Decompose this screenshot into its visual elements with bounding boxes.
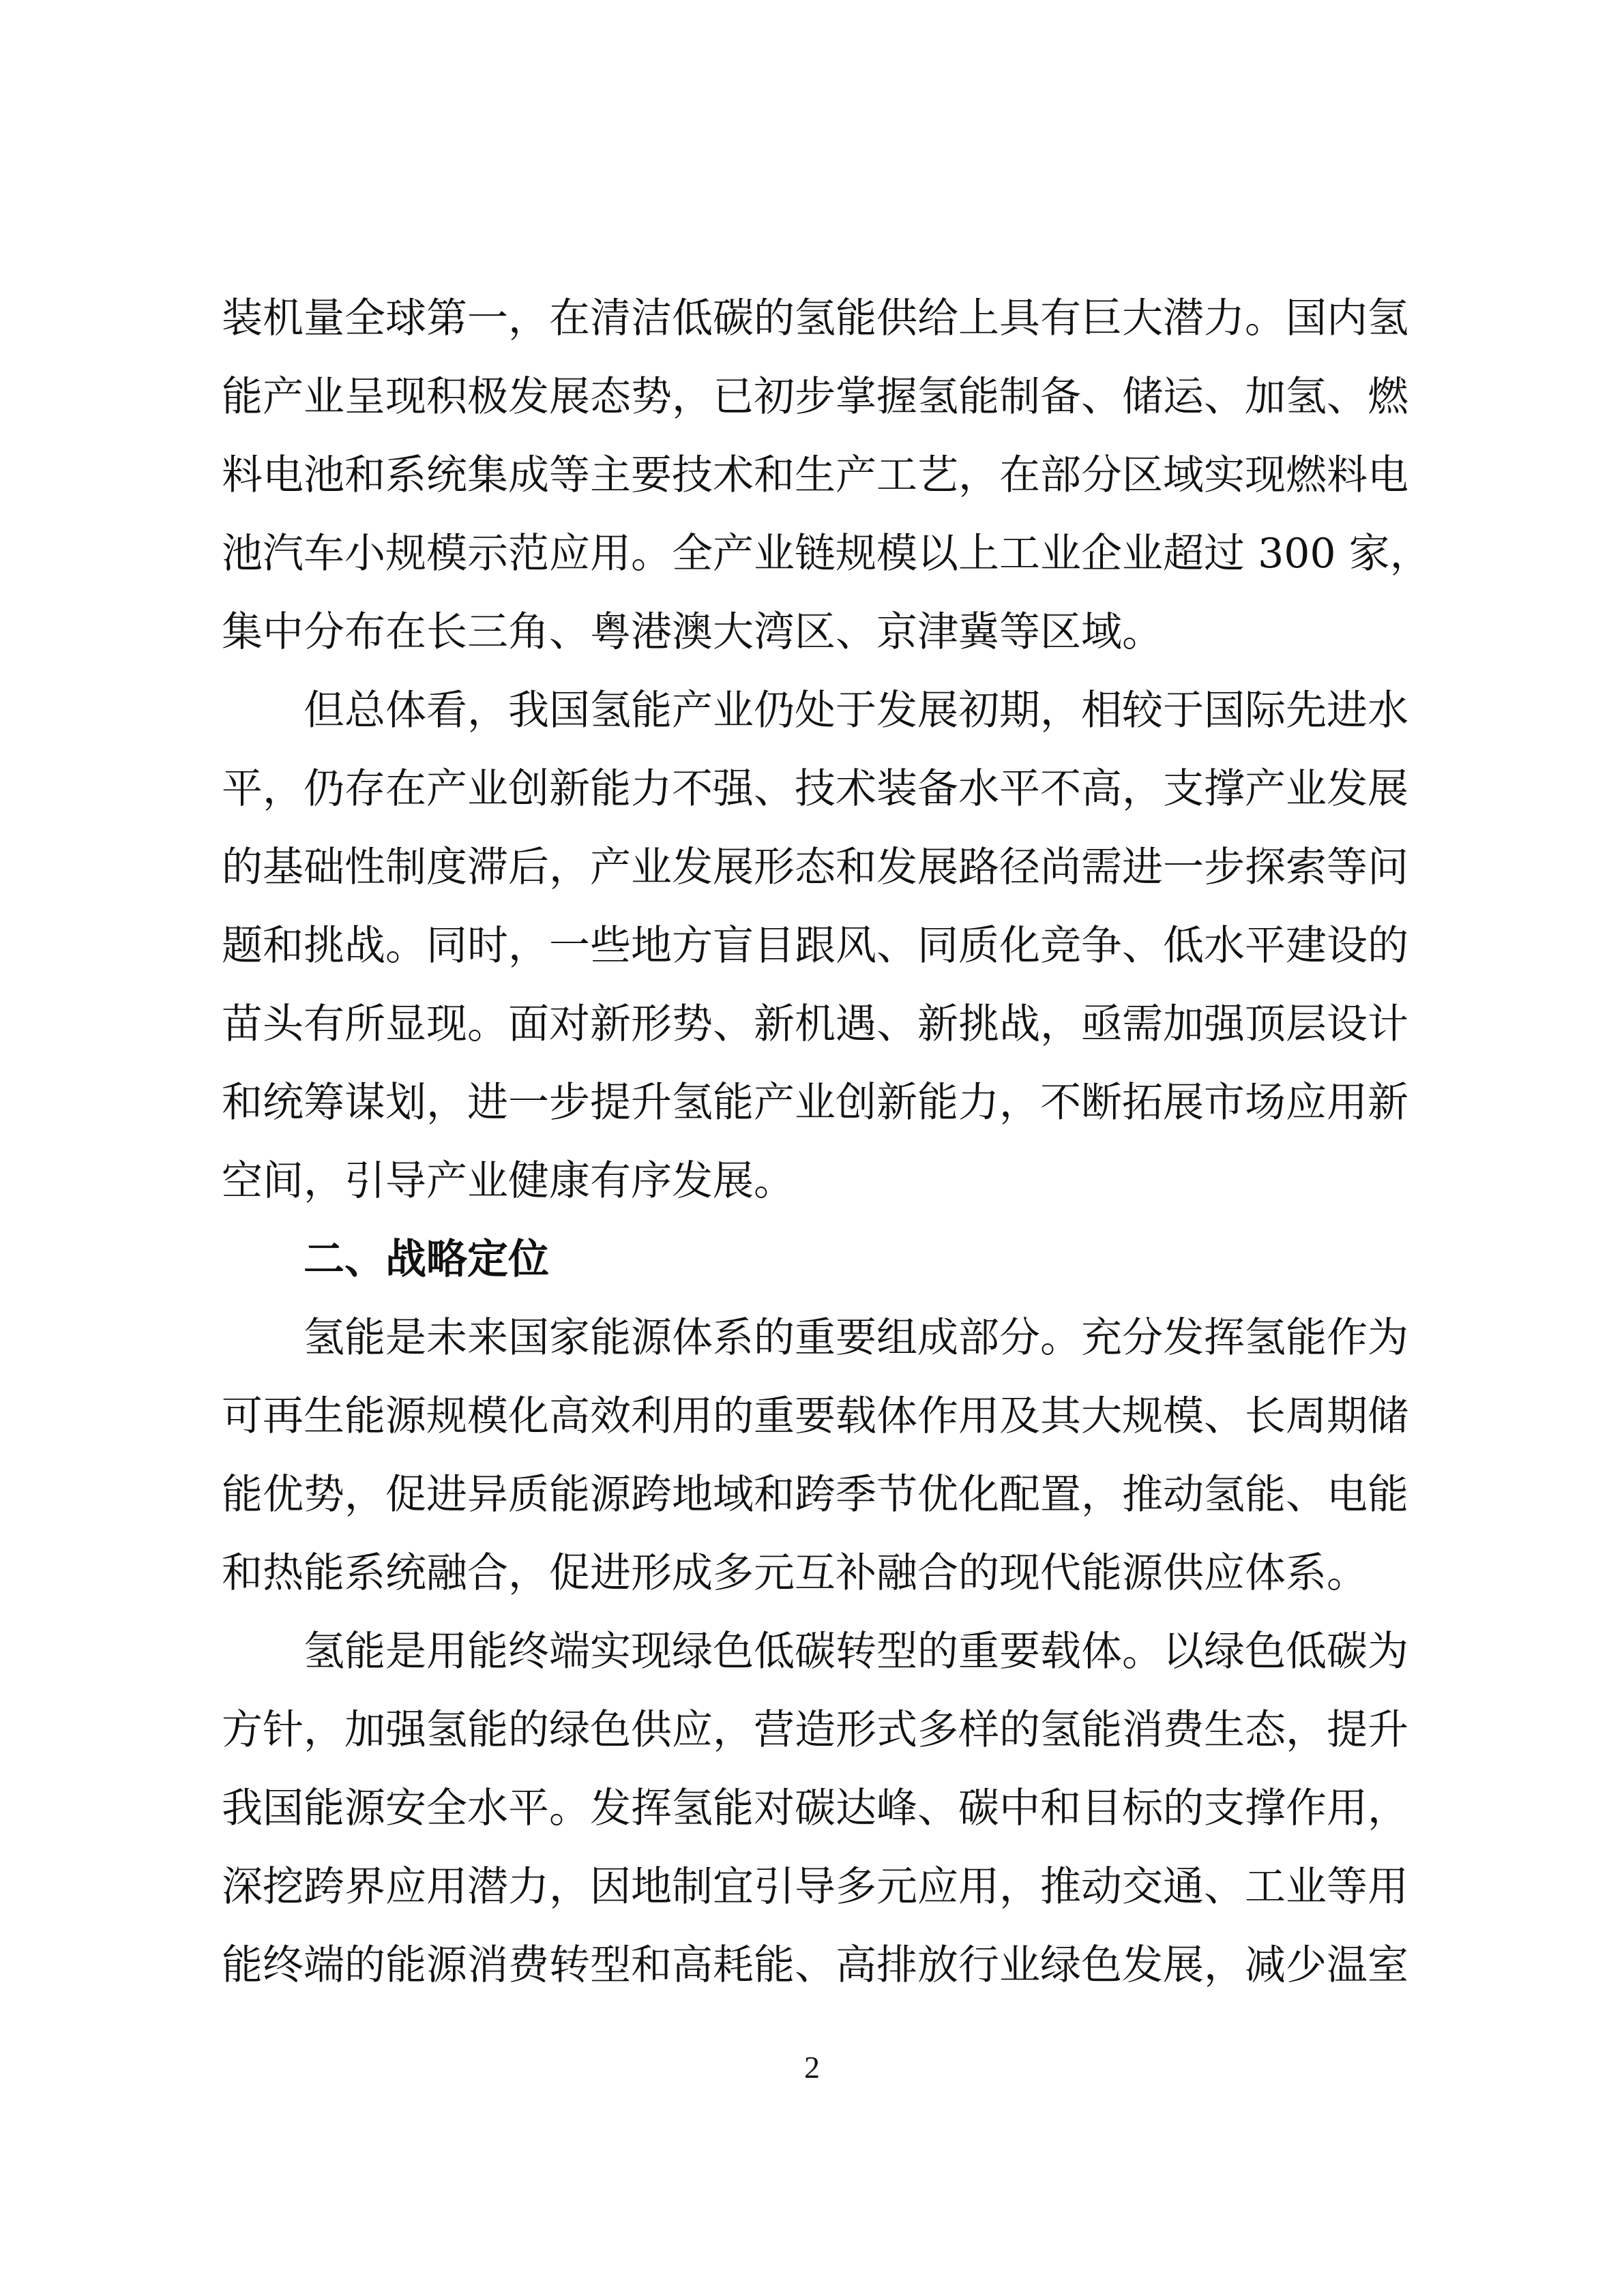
text-line: 集中分布在长三角、粤港澳大湾区、京津冀等区域。 [222,608,1163,656]
text-line: 苗头有所显现。面对新形势、新机遇、新挑战，亟需加强顶层设计 [222,1000,1408,1048]
text-line: 池汽车小规模示范应用。全产业链规模以上工业企业超过 300 家， [222,530,1431,578]
text-line: 方针，加强氢能的绿色供应，营造形式多样的氢能消费生态，提升 [222,1706,1408,1754]
text-line: 料电池和系统集成等主要技术和生产工艺，在部分区域实现燃料电 [222,451,1408,499]
text-line: 和统筹谋划，进一步提升氢能产业创新能力，不断拓展市场应用新 [222,1079,1408,1127]
text-line: 的基础性制度滞后，产业发展形态和发展路径尚需进一步探索等问 [222,844,1408,891]
paragraph [222,1299,1408,1613]
text-line: 能产业呈现积极发展态势，已初步掌握氢能制备、储运、加氢、燃 [222,373,1408,421]
paragraph [222,1613,1408,2005]
text-line: 能优势，促进异质能源跨地域和跨季节优化配置，推动氢能、电能 [222,1471,1408,1519]
text-line: 题和挑战。同时，一些地方盲目跟风、同质化竞争、低水平建设的 [222,922,1408,970]
text-line: 平，仍存在产业创新能力不强、技术装备水平不高，支撑产业发展 [222,765,1408,813]
page-number: 2 [804,2050,820,2085]
paragraph [222,672,1408,1221]
text-line: 氢能是未来国家能源体系的重要组成部分。充分发挥氢能作为 [304,1314,1408,1362]
text-line: 深挖跨界应用潜力，因地制宜引导多元应用，推动交通、工业等用 [222,1863,1408,1911]
document-body [222,280,1431,2005]
text-line: 和热能系统融合，促进形成多元互补融合的现代能源供应体系。 [222,1549,1368,1597]
paragraph [222,280,1431,672]
text-line: 我国能源安全水平。发挥氢能对碳达峰、碳中和目标的支撑作用， [222,1785,1408,1832]
section-heading: 二、战略定位 [304,1236,549,1283]
text-line: 空间，引导产业健康有序发展。 [222,1157,795,1205]
text-line: 装机量全球第一，在清洁低碳的氢能供给上具有巨大潜力。国内氢 [222,295,1408,342]
text-line: 可再生能源规模化高效利用的重要载体作用及其大规模、长周期储 [222,1392,1408,1440]
text-line: 能终端的能源消费转型和高耗能、高排放行业绿色发展，减少温室 [222,1941,1408,1989]
text-line: 氢能是用能终端实现绿色低碳转型的重要载体。以绿色低碳为 [304,1628,1408,1675]
text-line: 但总体看，我国氢能产业仍处于发展初期，相较于国际先进水 [304,687,1408,734]
